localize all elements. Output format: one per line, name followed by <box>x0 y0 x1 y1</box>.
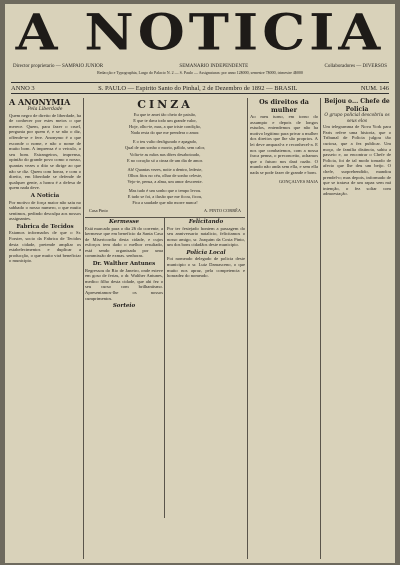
news-heading: Sorteio <box>112 303 136 310</box>
columns <box>9 98 391 559</box>
news-body: Está marcado para o dia 26 do corrente, a kermesse que em beneficio da Santa Casa de Misericordia desta cidade, e cujos esforços tem dado o melhor resultado, está sendo organisada por uma commissão de exmas. senhoras. <box>85 225 163 259</box>
article-signature: GONÇALVES MAIA <box>279 178 318 184</box>
column-3 <box>250 98 318 559</box>
news-body: Estamos informados de que o Sr. Forster, socio da Fabrica de Tecidos desta cidade, pretende ampliar os estabelecimentos e duplicar a producção, o que muito virá beneficiar o municipio. <box>9 230 81 264</box>
column-rule <box>247 98 248 559</box>
dateline-year: ANNO 3 <box>11 84 35 92</box>
poem-line: Fica a saudade que não morre nunca! <box>132 200 198 206</box>
poem-line: Vejo-te, pensa, a alma, um amor descrente. <box>127 178 203 184</box>
poem-line: E no coração só a cinza de um dia de amor. <box>127 157 203 163</box>
poem-line: Ah! Quantas vezes, noite a dentro, ledeste, <box>127 166 203 172</box>
newspaper-title: A NOTICIA <box>15 4 385 62</box>
poem-author: A. PINTO CORRÊA <box>203 208 241 214</box>
news-body: Por ter festejado hontem a passagem do seu anniversario natalicio, felicitamos o nosso amigo, sr. Joaquim da Costa Pinto, um dos bons cidadãos deste municipio. <box>167 225 245 248</box>
article-subheading: Pela Liberdade <box>27 107 63 112</box>
column-rule <box>164 218 165 518</box>
poem-line: Olhos fitos no céu, olhar de sonho celeste, <box>127 172 203 178</box>
news-body: Foi nomeado delegado de policia deste municipio o sr. Luiz Damasceno, o que muito nos apraz, pela competencia e honradez do nomeado. <box>167 256 245 279</box>
newspaper-page <box>5 4 395 563</box>
news-heading: Policia Local <box>186 249 226 256</box>
article-heading: A ANONYMIA <box>9 98 71 107</box>
article-body: Um telegramma de Nova York para Paris refere uma historia, que o Tribunal de Policia julgou tão curiosa, que a fez publicar. Um moço, de familia distincta, sahiu a passeio e, ao encontrar o Chefe de Policia, foi de tal modo tomado de afecto que lhe deu um beijo. O chefe, surprehendido, mandou prendel-o; mas depois, informado de que se tratava de um rapaz sem má intenção, o fez soltar com admoestação. <box>323 124 391 197</box>
poem-line: Qual de um sonho o morto, pálido, sem calor, <box>124 145 206 151</box>
column-1 <box>9 98 81 559</box>
poem-title: CINZA <box>137 98 193 111</box>
masthead-address: Redacção e Typographia, Largo do Palacio N. 2 — S. Paulo — Assignaturas: por anno 12$000, semestre 7$000, trimestre 4$000 <box>97 70 303 75</box>
masthead <box>5 4 395 76</box>
news-body: Regressou do Rio de Janeiro, onde esteve em goso de ferias, o dr. Walther Antunes, medico filho desta cidade, que ahi fez o seu curso com brilhantismo. Apresentamos-lhe os nossos cumprimentos. <box>85 267 163 301</box>
dateline-number: NUM. 146 <box>360 84 389 92</box>
poem-line: Mas tudo é um sonho que o tempo levou. <box>128 188 202 194</box>
masthead-tagline: SEMANARIO INDEPENDENTE <box>179 64 249 69</box>
news-heading: Kermesse <box>108 218 140 225</box>
poem-place: Casa Pinto <box>89 208 108 214</box>
news-heading: Felicitando <box>188 218 224 225</box>
column-rule <box>83 98 84 559</box>
article-heading: Os direitos da mulher <box>259 98 309 114</box>
lower-subcolumns <box>85 217 245 518</box>
poem-body <box>85 112 245 206</box>
article-body: Ao meu turno, em torno do assumpto e depois de longos estudos, entendemos que não ha motivo legitimo para privar a mulher dos direitos que lhe são proprios. A lei deve amparal-a e reconhecel-a. E nos que combatemos, com a nossa fraca penna, o preconceito, achamos que o futuro nos dará razão. O mundo não anda sem ella, e sem ella nada se pode fazer de grande e bom. <box>250 114 318 175</box>
column-4 <box>323 98 391 559</box>
poem-footer <box>89 208 241 214</box>
column-rule <box>320 98 321 559</box>
news-heading: A Noticia <box>30 192 60 199</box>
poem-line: Hoje, olho-te, mas, a que triste condição, <box>129 124 201 130</box>
masthead-subline <box>13 64 387 69</box>
column-2 <box>85 98 245 559</box>
subcolumn-left <box>85 220 163 310</box>
poem-line: Volta-te as mãos nas dôres desabotoado, <box>129 151 201 157</box>
article-subheading: O grupo policial descobriu os seus elos <box>324 113 390 124</box>
dateline <box>11 82 389 94</box>
poem-line: Nada resta do que me prendera o amor. <box>130 130 200 136</box>
poem-line: E o teu vulto desfigurado e apagado, <box>132 139 198 145</box>
news-body: Por motivo de força maior não saiu no sabbado o nosso numero, o que muito sentimos, pedindo desculpa aos nossos assignantes. <box>9 199 81 222</box>
masthead-owner: Director proprietario — SAMPAIO JUNIOR <box>13 64 104 69</box>
dateline-place-date: S. PAULO — Espirito Santo do Pinhal, 2 de Dezembro de 1892 — BRASIL <box>98 84 298 92</box>
subcolumn-right <box>167 220 245 282</box>
poem-line: E que te dava todo um grande valor, <box>133 118 197 124</box>
masthead-collaborators: Collaboradores — DIVERSOS <box>324 64 387 69</box>
poem-line: E tudo se foi, a ilusão que me ficou, ficou, <box>127 194 203 200</box>
article-body: Quem negro de direito de liberdade, ha de conhecer por estes meios o que merece. Quem, para fazer o cruel, pergunta por quem é, e se não o diz, offende-se e fere. Anonymo é o que esconde o nome, e não o nome de muito bom. A imprensa é o veiculo, o seu bom. Estrangeiros, imprensa, opinião do grande povo como o nosso, quantas vezes o dito se dirige ao que não se diz. Quem com honra, e com o direito, em liberdade se defende de qualquer gente, a honra é a defesa de quem nada deve. <box>9 112 81 191</box>
news-heading: Fabrica de Tecidos <box>16 223 74 230</box>
poem-line: Eu que te amei tão cheio de paixão, <box>133 112 197 117</box>
article-heading: Beijou o... Chefe de Policia <box>324 98 390 113</box>
news-heading: Dr. Walther Antunes <box>92 261 156 268</box>
